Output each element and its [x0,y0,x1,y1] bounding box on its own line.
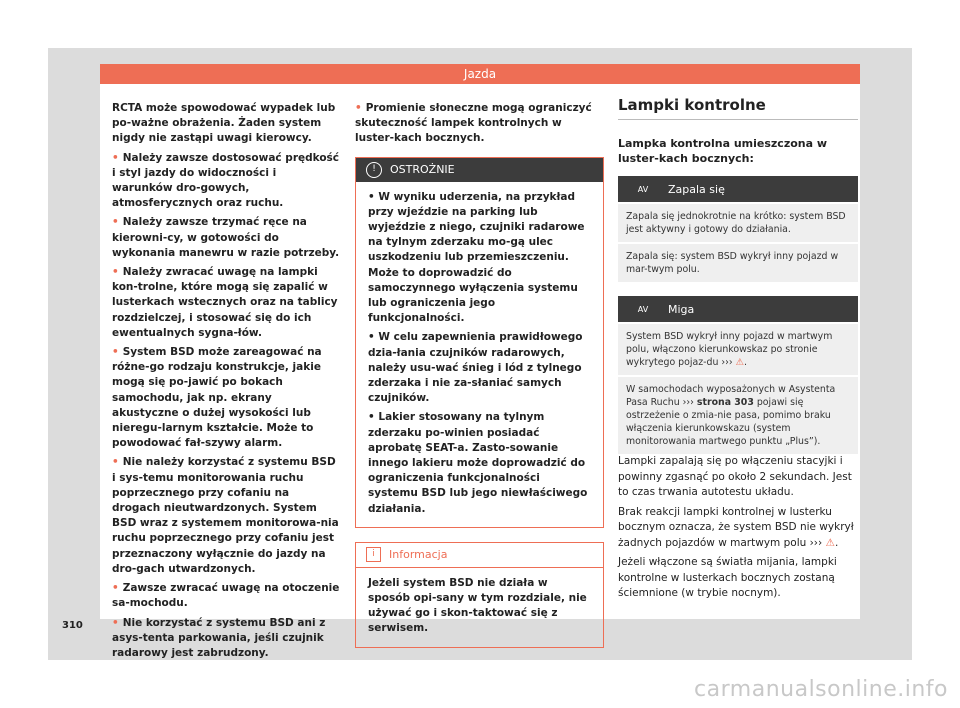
list-item: • W celu zapewnienia prawidłowego dzia-łania czujników radarowych, należy usu-wać śnieg i lód z tylnego zderzaka i nie za-słaniać samych czujników. [368,331,583,405]
paragraph: Brak reakcji lampki kontrolnej w lusterku bocznym oznacza, że system BSD nie wykrył żadnych pojazdów w martwym polu ››› ⚠. [618,505,854,549]
list-item: • Lakier stosowany na tylnym zderzaku po-winien posiadać aprobatę SEAT-a. Zasto-sowanie innego lakieru może doprowadzić do ograniczenia funkcjonalności systemu BSD lub jego niewłaściwego działania. [368,411,588,515]
info-header: i Informacja [356,543,603,568]
warning-triangle-icon: ⚠ [735,357,745,369]
column-right [618,98,858,606]
bsd-lamp-icon: AV [637,304,649,314]
table-row: Zapala się: system BSD wykrył inny pojazd w mar-twym polu. [618,244,858,282]
list-item: • Zawsze zwracać uwagę na otoczenie sa-mochodu. [112,582,340,610]
page-link[interactable]: strona 303 [696,397,754,409]
list-item: • Nie należy korzystać z systemu BSD i sys-temu monitorowania ruchu poprzecznego przy cofaniu na drogach nieutwardzonych. System BSD wraz z systemem monitorowa-nia ruchu poprzecznego przy cofaniu jest przeznaczony wyłącznie do jazdy na dro-gach utwardzonych. [112,456,339,575]
lamp-on-header: AV Zapala się [618,176,858,202]
page-number: 310 [62,620,83,631]
info-box [355,542,604,648]
table-row: System BSD wykrył inny pojazd w martwym polu, włączono kierunkowskaz po stronie wykrytego pojaz-du ››› ⚠. [618,324,858,375]
table-row: W samochodach wyposażonych w Asystenta Pasa Ruchu ››› strona 303 pojawi się ostrzeżenie o zmia-nie pasa, pomimo braku włączenia kierunkowskazu (system monitorowania martwego punktu „Plus”). [618,377,858,454]
section-header: Jazda [100,64,860,84]
column-left [112,101,340,665]
lamp-blink-header: AV Miga [618,296,858,322]
paragraph: Lampki zapalają się po włączeniu stacyjki i powinny zgasnąć po około 2 sekundach. Jest to czas trwania autotestu układu. [618,455,852,499]
warning-box [355,157,604,528]
list-item: • Nie korzystać z systemu BSD ani z asys-tenta parkowania, jeśli czujnik radarowy jest zabrudzony. [112,616,326,659]
bsd-lamp-icon: AV [637,184,649,194]
warning-triangle-icon: ⚠ [825,536,835,549]
intro-text: RCTA może spowodować wypadek lub po-ważne obrażenia. Żaden system nigdy nie zastąpi uwagi kierowcy. [112,102,336,145]
section-title: Lampki kontrolne [618,98,858,120]
list-item: • Promienie słoneczne mogą ograniczyć skuteczność lampek kontrolnych w luster-kach bocznych. [355,102,592,145]
info-icon: i [366,547,381,562]
table-row: Zapala się jednokrotnie na krótko: system BSD jest aktywny i gotowy do działania. [618,204,858,242]
list-item: • W wyniku uderzenia, na przykład przy wjeździe na parking lub wyjeździe z niego, czujniki radarowe na tylnym zderzaku mo-gą ulec uszkodzeniu lub przemieszczeniu. Może to doprowadzić do samoczynnego wyłączenia systemu lub ograniczenia jego funkcjonalności. [368,190,585,325]
list-item: • Należy zwracać uwagę na lampki kon-trolne, które mogą się zapalić w lusterkach wstecznych oraz na tablicy rozdzielczej, i stosować się do ich ewentualnych sygna-łów. [112,266,338,339]
info-text: Jeżeli system BSD nie działa w sposób opi-sany w tym rozdziale, nie używać go i skon-taktować się z serwisem. [368,576,587,635]
paragraph: Jeżeli włączone są światła mijania, lampki kontrolne w lusterkach bocznych zostaną ściemnione (w trybie nocnym). [618,556,837,600]
footer-watermark: carmanualsonline.info [694,677,948,702]
column-middle [355,101,604,648]
section-subtitle: Lampka kontrolna umieszczona w luster-kach bocznych: [618,137,828,166]
warning-icon: ! [366,162,382,178]
list-item: • Należy zawsze trzymać ręce na kierowni-cy, w gotowości do wykonania manewru w razie potrzeby. [112,216,340,259]
warning-header: ! OSTROŻNIE [356,158,603,182]
list-item: • Należy zawsze dostosować prędkość i styl jazdy do widoczności i warunków dro-gowych, atmosferycznych oraz ruchu. [112,151,340,210]
list-item: • System BSD może zareagować na różne-go rodzaju konstrukcje, jakie mogą się po-jawić po bokach samochodu, jak np. ekrany akustyczne o dużej wysokości lub nieregu-larnym kształcie. Może to powodować fał-szywy alarm. [112,346,322,450]
